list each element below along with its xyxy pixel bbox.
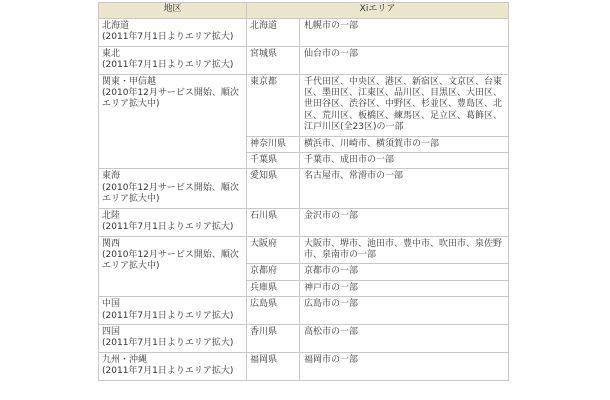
- table-row: [99, 169, 509, 208]
- table-row: [99, 19, 509, 47]
- region-note: (2011年7月1日よりエリア拡大): [102, 338, 234, 349]
- region-note: (2010年12月サービス開始、順次エリア拡大中): [102, 88, 239, 110]
- prefecture-cell: 北海道: [247, 19, 300, 47]
- header-region: 地区: [99, 3, 247, 19]
- prefecture-cell: 石川県: [247, 208, 300, 236]
- region-name: 北海道: [102, 21, 130, 31]
- area-cell: 金沢市の一部: [300, 208, 509, 236]
- area-cell: 広島市の一部: [300, 297, 509, 325]
- table-row: [99, 74, 509, 136]
- area-cell: 札幌市の一部: [300, 19, 509, 47]
- table-row: [99, 297, 509, 325]
- region-cell: [99, 236, 247, 297]
- region-note: (2010年12月サービス開始、順次エリア拡大中): [102, 249, 239, 272]
- prefecture-cell: 広島県: [247, 297, 300, 325]
- prefecture-cell: 兵庫県: [247, 280, 300, 296]
- region-cell: [99, 169, 247, 208]
- prefecture-cell: 東京都: [247, 74, 300, 136]
- table-row: [99, 236, 509, 264]
- area-cell: 千代田区、中央区、港区、新宿区、文京区、台東区、墨田区、江東区、品川区、目黒区、大田区、世田谷区、渋谷区、中野区、杉並区、豊島区、北区、荒川区、板橋区、練馬区、足立区、葛飾区、江戸川区(全23区)の一部: [300, 74, 509, 136]
- region-name: 東北: [102, 48, 121, 59]
- prefecture-cell: 愛知県: [247, 169, 300, 208]
- region-name: 関東・甲信越: [102, 76, 157, 87]
- region-cell: [99, 352, 247, 380]
- prefecture-cell: 京都府: [247, 264, 300, 280]
- table-body: [99, 19, 509, 381]
- region-cell: [99, 74, 247, 169]
- prefecture-cell: 神奈川県: [247, 136, 300, 152]
- region-cell: [99, 208, 247, 236]
- region-note: (2011年7月1日よりエリア拡大): [102, 222, 234, 233]
- area-cell: 福岡市の一部: [300, 352, 509, 380]
- header-xi-area: Xiエリア: [247, 3, 509, 19]
- table-row: [99, 208, 509, 236]
- area-cell: 名古屋市、常滑市の一部: [300, 169, 509, 208]
- prefecture-cell: 宮城県: [247, 46, 300, 74]
- area-cell: 千葉市、成田市の一部: [300, 153, 509, 169]
- region-note: (2010年12月サービス開始、順次エリア拡大中): [102, 182, 239, 205]
- region-cell: [99, 19, 247, 47]
- table-row: [99, 324, 509, 352]
- region-note: (2011年7月1日よりエリア拡大): [102, 310, 234, 321]
- prefecture-cell: 大阪府: [247, 236, 300, 264]
- table-row: [99, 46, 509, 74]
- area-cell: 京都市の一部: [300, 264, 509, 280]
- area-cell: 神戸市の一部: [300, 280, 509, 296]
- area-cell: 大阪市、堺市、池田市、豊中市、吹田市、泉佐野市、泉南市の一部: [300, 236, 509, 264]
- region-note: (2011年7月1日よりエリア拡大): [102, 366, 234, 377]
- region-name: 中国: [102, 299, 121, 310]
- table-row: [99, 352, 509, 380]
- region-name: 四国: [102, 326, 121, 337]
- prefecture-cell: 千葉県: [247, 153, 300, 169]
- region-name: 関西: [102, 238, 121, 249]
- table-header-row: [99, 3, 509, 19]
- prefecture-cell: 福岡県: [247, 352, 300, 380]
- area-cell: 仙台市の一部: [300, 46, 509, 74]
- region-name: 九州・沖縄: [102, 354, 148, 365]
- coverage-table-container: [98, 2, 509, 381]
- region-cell: [99, 324, 247, 352]
- coverage-table: [98, 2, 509, 381]
- area-cell: 横浜市、川崎市、横須賀市の一部: [300, 136, 509, 152]
- region-name: 北陸: [102, 210, 121, 221]
- prefecture-cell: 香川県: [247, 324, 300, 352]
- region-note: (2011年7月1日よりエリア拡大): [102, 60, 234, 71]
- area-cell: 高松市の一部: [300, 324, 509, 352]
- region-cell: [99, 297, 247, 325]
- region-cell: [99, 46, 247, 74]
- region-note: (2011年7月1日よりエリア拡大): [102, 32, 234, 43]
- region-name: 東海: [102, 171, 121, 182]
